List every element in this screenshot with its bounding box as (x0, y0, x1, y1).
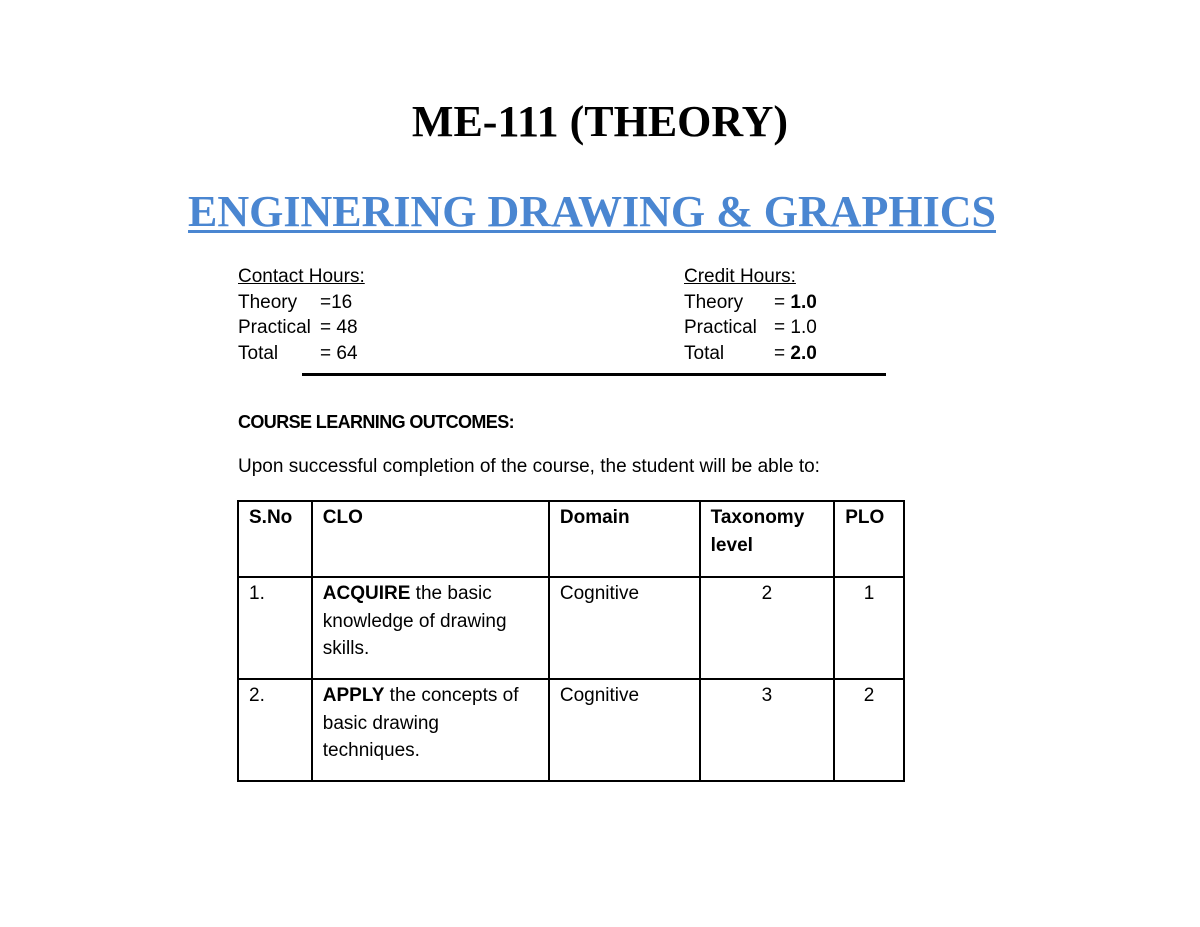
contact-hours-heading: Contact Hours: (238, 266, 365, 287)
credit-hours-eq: = (774, 291, 791, 313)
cell-taxonomy: 2 (700, 577, 835, 679)
credit-hours-heading: Credit Hours: (684, 266, 796, 287)
clo-section-heading: COURSE LEARNING OUTCOMES: (238, 412, 515, 432)
cell-domain: Cognitive (549, 679, 700, 781)
credit-hours-total-row (684, 341, 817, 367)
contact-hours-label: Practical (238, 317, 311, 338)
credit-hours-eq: = (774, 342, 791, 364)
table-row (238, 679, 904, 781)
course-code-title: ME-111 (THEORY) (411, 97, 789, 146)
credit-hours-value: 1.0 (790, 317, 817, 338)
contact-hours-value: =16 (320, 291, 353, 313)
cell-taxonomy: 3 (700, 679, 835, 781)
contact-hours-total-row (238, 341, 365, 367)
contact-hours-theory-row (238, 290, 365, 316)
credit-hours-label: Practical (684, 317, 757, 338)
table-header-row (238, 501, 904, 577)
clo-intro-text: Upon successful completion of the course, the student will be able to: (238, 456, 820, 477)
cell-domain: Cognitive (549, 577, 700, 679)
credit-hours-eq: = (774, 317, 791, 338)
credit-hours-theory-row (684, 290, 817, 316)
contact-hours-block (238, 264, 365, 366)
contact-hours-value: = 64 (320, 342, 358, 364)
clo-table (237, 500, 905, 782)
col-header-plo: PLO (834, 501, 904, 577)
col-header-clo: CLO (312, 501, 549, 577)
clo-text: the basic knowledge of drawing skills. (322, 583, 507, 659)
col-header-domain: Domain (549, 501, 700, 577)
cell-clo (312, 577, 549, 679)
section-divider (302, 373, 886, 376)
credit-hours-practical-row (684, 315, 817, 341)
col-header-taxonomy: Taxonomy level (700, 501, 835, 577)
contact-hours-value: = 48 (320, 317, 358, 338)
clo-text: the concepts of basic drawing techniques. (322, 685, 519, 761)
col-header-sno: S.No (238, 501, 312, 577)
cell-clo (312, 679, 549, 781)
cell-plo: 2 (834, 679, 904, 781)
credit-hours-value: 2.0 (790, 342, 817, 364)
cell-sno: 2. (238, 679, 312, 781)
clo-verb: ACQUIRE (322, 583, 411, 604)
clo-verb: APPLY (322, 685, 385, 706)
cell-plo: 1 (834, 577, 904, 679)
credit-hours-label: Theory (684, 291, 744, 313)
table-row (238, 577, 904, 679)
credit-hours-value: 1.0 (790, 291, 817, 313)
credit-hours-label: Total (684, 342, 725, 364)
cell-sno: 1. (238, 577, 312, 679)
contact-hours-label: Total (238, 342, 279, 364)
contact-hours-practical-row (238, 315, 365, 341)
credit-hours-block (684, 264, 817, 366)
contact-hours-label: Theory (238, 291, 298, 313)
course-title: ENGINERING DRAWING & GRAPHICS (188, 187, 996, 236)
